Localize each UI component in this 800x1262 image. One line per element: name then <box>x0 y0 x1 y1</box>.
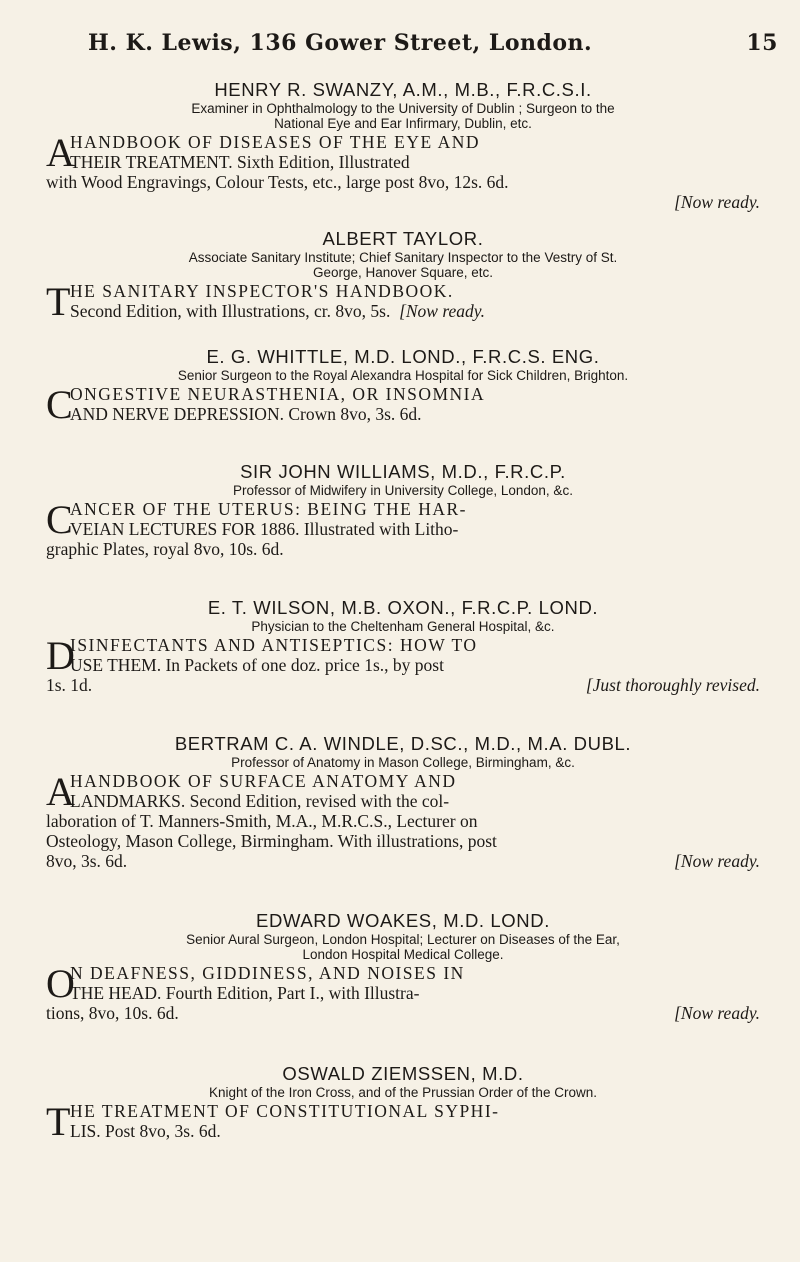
book-description <box>46 279 760 324</box>
book-detail-line: USE THEM. In Packets of one doz. price 1s., by post <box>70 655 444 675</box>
book-description <box>46 635 760 695</box>
availability-note: [Now ready. <box>674 851 760 871</box>
book-detail-line: Osteology, Mason College, Birmingham. With illustrations, post <box>46 831 497 851</box>
credentials-line: Senior Surgeon to the Royal Alexandra Hospital for Sick Children, Brighton. <box>177 368 629 383</box>
book-title-line: ANCER OF THE UTERUS: BEING THE HAR- <box>70 499 467 519</box>
catalogue-entry-woakes <box>46 910 760 1023</box>
credentials-line: Associate Sanitary Institute; Chief Sanitary Inspector to the Vestry of St. <box>188 250 618 265</box>
book-description <box>46 771 760 871</box>
availability-note: [Just thoroughly revised. <box>585 675 760 695</box>
book-description <box>46 963 760 1023</box>
book-description <box>46 499 760 559</box>
drop-initial: T <box>46 279 71 324</box>
book-price: 1s. 1d. <box>46 675 93 695</box>
credentials-line: George, Hanover Square, etc. <box>312 265 494 280</box>
book-title-line: LANDMARKS. Second Edition, revised with the col- <box>70 791 450 811</box>
author-name: EDWARD WOAKES, M.D. LOND. <box>256 910 550 931</box>
author-name: OSWALD ZIEMSSEN, M.D. <box>282 1063 524 1084</box>
book-title-line: HANDBOOK OF SURFACE ANATOMY AND <box>70 771 457 791</box>
author-credentials <box>46 101 760 131</box>
drop-initial: C <box>46 382 73 427</box>
availability-note: [Now ready. <box>674 1003 760 1023</box>
book-title-line: HE TREATMENT OF CONSTITUTIONAL SYPHI- <box>70 1101 500 1121</box>
book-title-line: LIS. Post 8vo, 3s. 6d. <box>70 1121 221 1141</box>
credentials-line: London Hospital Medical College. <box>302 947 504 962</box>
credentials-line: Knight of the Iron Cross, and of the Prussian Order of the Crown. <box>209 1085 597 1100</box>
book-title-line: HE SANITARY INSPECTOR'S HANDBOOK. <box>70 281 454 301</box>
book-detail-line: with Wood Engravings, Colour Tests, etc., large post 8vo, 12s. 6d. <box>46 172 509 192</box>
catalogue-entry-windle <box>46 733 760 871</box>
running-header-title: H. K. Lewis, 136 Gower Street, London. <box>88 30 593 56</box>
author-name: HENRY R. SWANZY, A.M., M.B., F.R.C.S.I. <box>214 79 592 100</box>
catalogue-entry-taylor <box>46 228 760 324</box>
credentials-line: Professor of Midwifery in University College, London, &c. <box>233 483 573 498</box>
drop-initial: C <box>46 497 73 542</box>
catalogue-entry-whittle <box>46 346 760 427</box>
book-detail-line: graphic Plates, royal 8vo, 10s. 6d. <box>46 539 284 559</box>
drop-initial: A <box>46 130 75 175</box>
page-number: 15 <box>746 30 778 56</box>
book-title-line: N DEAFNESS, GIDDINESS, AND NOISES IN <box>70 963 465 983</box>
book-title-line: ISINFECTANTS AND ANTISEPTICS: HOW TO <box>70 635 478 655</box>
running-header <box>88 30 778 66</box>
book-title-line: THE HEAD. Fourth Edition, Part I., with Illustra- <box>70 983 420 1003</box>
drop-initial: T <box>46 1099 71 1144</box>
book-description <box>46 132 760 212</box>
credentials-line: Professor of Anatomy in Mason College, Birmingham, &c. <box>231 755 575 770</box>
book-price: 8vo, 3s. 6d. <box>46 851 128 871</box>
author-credentials <box>46 619 760 634</box>
catalogue-entry-ziemssen <box>46 1063 760 1144</box>
author-name: BERTRAM C. A. WINDLE, D.SC., M.D., M.A. DUBL. <box>174 733 632 754</box>
author-credentials <box>46 368 760 383</box>
book-title-line: THEIR TREATMENT. Sixth Edition, Illustrated <box>70 152 410 172</box>
catalogue-entry-swanzy <box>46 79 760 212</box>
book-price: tions, 8vo, 10s. 6d. <box>46 1003 179 1023</box>
author-name: E. G. WHITTLE, M.D. LOND., F.R.C.S. ENG. <box>206 346 600 367</box>
book-title-line: HANDBOOK OF DISEASES OF THE EYE AND <box>70 132 480 152</box>
author-name: E. T. WILSON, M.B. OXON., F.R.C.P. LOND. <box>207 597 599 618</box>
catalogue-entry-wilson <box>46 597 760 695</box>
credentials-line: Senior Aural Surgeon, London Hospital; Lecturer on Diseases of the Ear, <box>186 932 620 947</box>
book-title-line: ONGESTIVE NEURASTHENIA, OR INSOMNIA <box>70 384 486 404</box>
author-credentials <box>46 932 760 962</box>
drop-initial: D <box>46 633 75 678</box>
credentials-line: National Eye and Ear Infirmary, Dublin, etc. <box>274 116 532 131</box>
availability-note: [Now ready. <box>399 301 485 321</box>
book-description <box>46 1099 760 1144</box>
author-credentials <box>46 483 760 498</box>
book-description <box>46 382 760 427</box>
author-credentials <box>46 250 760 280</box>
credentials-line: Physician to the Cheltenham General Hospital, &c. <box>251 619 555 634</box>
book-detail-line: laboration of T. Manners-Smith, M.A., M.R.C.S., Lecturer on <box>46 811 478 831</box>
author-credentials <box>46 1085 760 1100</box>
book-title-line: VEIAN LECTURES FOR 1886. Illustrated with Litho- <box>70 519 459 539</box>
book-detail-line: Second Edition, with Illustrations, cr. 8vo, 5s. <box>70 301 391 321</box>
drop-initial: A <box>46 769 75 814</box>
availability-note: [Now ready. <box>674 192 760 212</box>
author-credentials <box>46 755 760 770</box>
drop-initial: O <box>46 961 75 1006</box>
book-title-line: AND NERVE DEPRESSION. Crown 8vo, 3s. 6d. <box>70 404 422 424</box>
catalogue-entry-williams <box>46 461 760 559</box>
credentials-line: Examiner in Ophthalmology to the University of Dublin ; Surgeon to the <box>191 101 615 116</box>
author-name: ALBERT TAYLOR. <box>322 228 484 249</box>
author-name: SIR JOHN WILLIAMS, M.D., F.R.C.P. <box>240 461 566 482</box>
